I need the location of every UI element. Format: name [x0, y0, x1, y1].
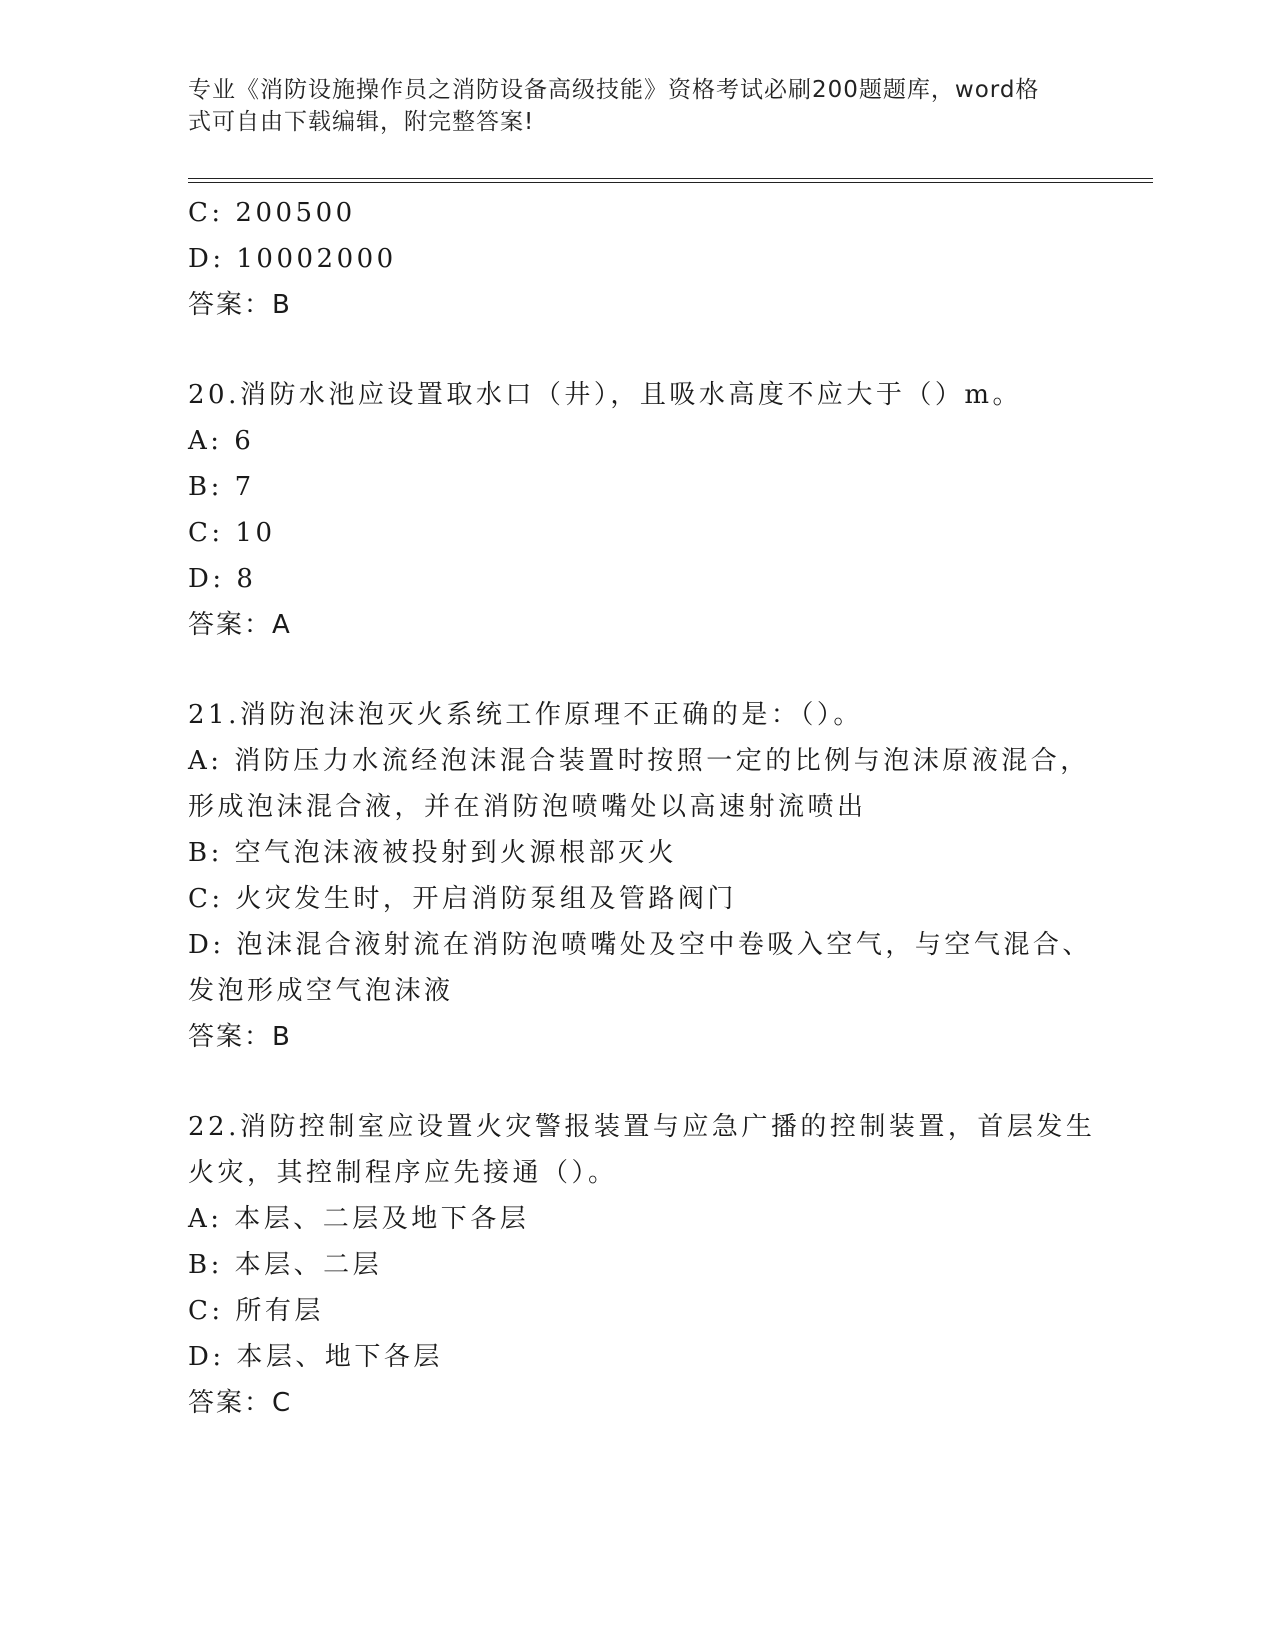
- answer-line: 答案：A: [188, 610, 292, 640]
- option-a: A: 消防压力水流经泡沫混合装置时按照一定的比例与泡沫原液混合，: [188, 746, 1090, 776]
- answer-line: 答案：B: [188, 1022, 292, 1052]
- option-d-continued: 发泡形成空气泡沫液: [188, 976, 454, 1006]
- option-b: B: 本层、二层: [188, 1250, 383, 1280]
- option-a: A: 本层、二层及地下各层: [188, 1204, 530, 1234]
- question-text: 21.消防泡沫泡灭火系统工作原理不正确的是：（）。: [188, 700, 863, 730]
- option-a: A: 6: [188, 426, 255, 456]
- option-d: D: 10002000: [188, 244, 397, 274]
- document-body: [188, 190, 1096, 1426]
- option-b: B: 7: [188, 472, 255, 502]
- option-c: C: 200500: [188, 198, 356, 228]
- option-c: C: 所有层: [188, 1296, 324, 1326]
- option-d: D: 泡沫混合液射流在消防泡喷嘴处及空中卷吸入空气，与空气混合、: [188, 930, 1092, 960]
- option-a-continued: 形成泡沫混合液，并在消防泡喷嘴处以高速射流喷出: [188, 792, 867, 822]
- question-block-20: [188, 372, 1088, 648]
- question-text: 20.消防水池应设置取水口（井），且吸水高度不应大于（）m。: [188, 380, 1023, 410]
- question-block-21: [188, 692, 1092, 1060]
- answer-line: 答案：B: [188, 290, 292, 320]
- header-rule-top: [188, 178, 1153, 179]
- spacer: [188, 648, 1088, 692]
- option-b: B: 空气泡沫液被投射到火源根部灭火: [188, 838, 678, 868]
- spacer: [188, 1060, 1088, 1104]
- spacer: [188, 328, 1088, 372]
- header-rule-bottom: [188, 182, 1153, 183]
- question-block-22: [188, 1104, 1096, 1426]
- answer-line: 答案：C: [188, 1388, 293, 1418]
- option-c: C: 火灾发生时，开启消防泵组及管路阀门: [188, 884, 737, 914]
- header-line-2: 式可自由下载编辑，附完整答案!: [188, 109, 535, 135]
- option-d: D: 本层、地下各层: [188, 1342, 443, 1372]
- header-line-1: 专业《消防设施操作员之消防设备高级技能》资格考试必刷200题题库，word格: [188, 77, 1040, 103]
- question-text-continued: 火灾，其控制程序应先接通（）。: [188, 1158, 618, 1188]
- page-header: [188, 74, 1068, 138]
- option-d: D: 8: [188, 564, 257, 594]
- question-text: 22.消防控制室应设置火灾警报装置与应急广播的控制装置，首层发生: [188, 1112, 1096, 1142]
- question-block-prev: [188, 190, 1088, 328]
- option-c: C: 10: [188, 518, 276, 548]
